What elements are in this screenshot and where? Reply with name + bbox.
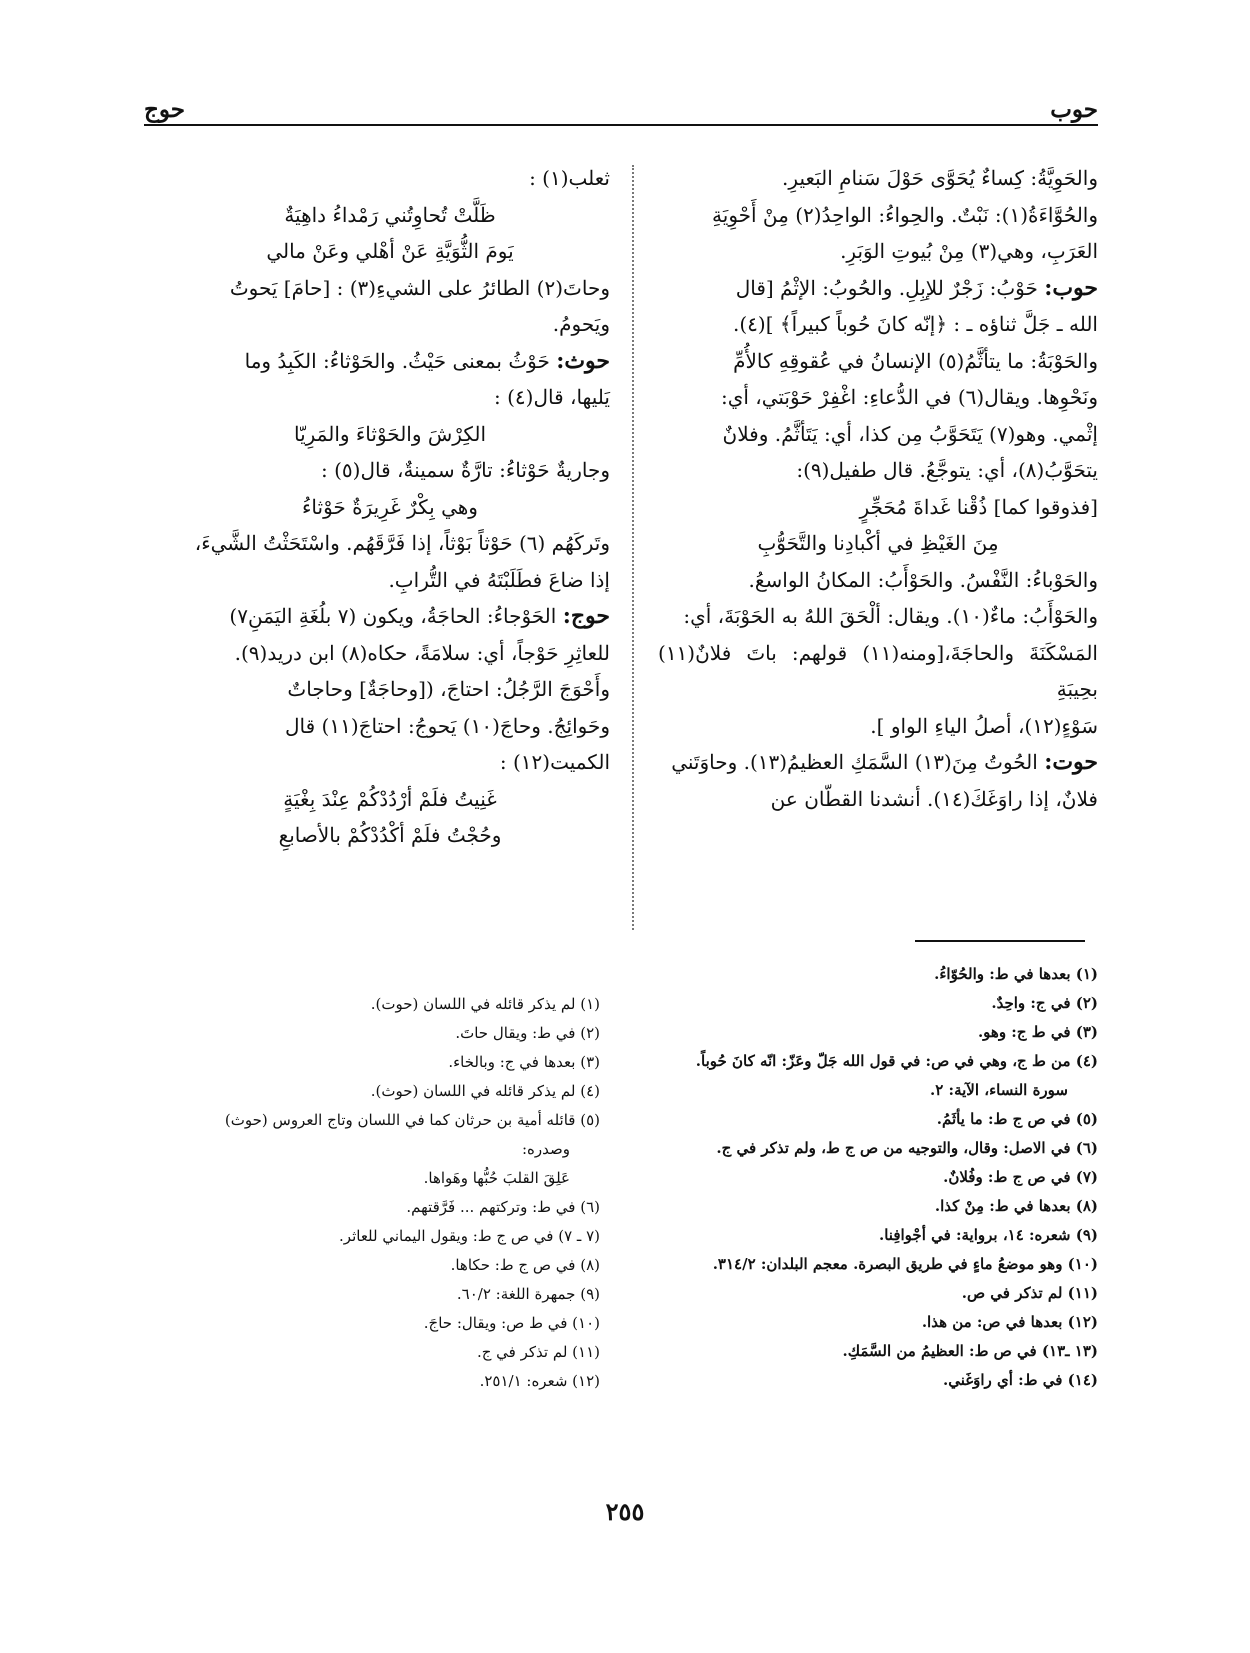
text-line: ونَحْوِها. ويقال(٦) في الدُّعاءِ: اغْفِرْ حَوْبَتي، أي: — [720, 385, 1098, 409]
footnote: (٩) شعره: ١٤، برواية: في أجْوافِنا. — [879, 1226, 1098, 1244]
text-line: والحُوَّاءَةُ(١): نَبْتٌ. والحِواءُ: الواحِدُ(٢) مِنْ أَحْوِيَةِ — [712, 202, 1098, 227]
footnote: (٣) بعدها في ج: وبالخاء. — [448, 1053, 600, 1071]
page-header — [144, 96, 1098, 130]
text-line: والحَوْبَةُ: ما يتأثَّمُ(٥) الإنسانُ في عُقوقِهِ كالأُمِّ — [733, 348, 1098, 373]
footnote: (١١) لم تذكر في ج. — [476, 1343, 600, 1361]
text-line: حَوْبُ: زَجْرٌ للإبِلِ. والحُوبُ: الإثْمُ [قال — [735, 275, 1038, 300]
text-line: حَوْثُ بمعنى حَيْثُ. والحَوْثاءُ: الكَبِدُ وما — [244, 348, 550, 373]
footnote: سورة النساء، الآية: ٢. — [930, 1081, 1068, 1099]
verse-line: يَومَ الثُّوَيَّةِ عَنْ أهْلي وعَنْ مالي — [266, 239, 514, 263]
entry-hawth — [170, 343, 610, 380]
running-head-left: حوج — [144, 96, 185, 123]
text-line: وجاريةٌ حَوْثاءُ: تارَّةٌ سمينةٌ، قال(٥) : — [321, 458, 610, 482]
text-line: ثعلب(١) : — [529, 166, 610, 190]
footnote: (٣) في ط ج: وهو. — [977, 1023, 1098, 1041]
footnote: (٤) لم يذكر قائله في اللسان (حوث). — [370, 1082, 600, 1100]
text-line: والحَوْأَبُ: ماءٌ(١٠). ويقال: ألْحَقَ اللهُ به الحَوْبَةَ، أي: — [683, 604, 1098, 628]
text-line: إذا ضاعَ فطَلَبْتَهُ في التُّرابِ. — [388, 567, 610, 592]
text-line: وحَوائِجُ. وحاجَ(١٠) يَحوجُ: احتاجَ(١١) قال — [284, 713, 610, 738]
right-column — [658, 160, 1098, 817]
text-line: يَليها، قال(٤) : — [494, 385, 610, 409]
entry-hawb — [658, 270, 1098, 307]
footnote: (١٠) وهو موضعُ ماءٍ في طريق البصرة. معجم البلدان: ٣١٤/٢. — [712, 1255, 1098, 1273]
text-line: إثْمي. وهو(٧) يَتَحَوَّبُ مِن كذا، أي: يَتَأثَّمُ. وفلانٌ — [722, 421, 1098, 446]
entry-hawt — [658, 744, 1098, 781]
footnote: (٢) في ج: واحِدٌ. — [991, 994, 1098, 1012]
entry-hawj — [170, 598, 610, 635]
footnote: وصدره: — [521, 1140, 570, 1158]
column-divider — [632, 165, 634, 930]
footnotes-left — [160, 990, 600, 1396]
text-line: المَسْكَنَةَ والحاجَةَ،[ومنه(١١) قولهم: باتَ فلانٌ(١١) بحِيبَةِ — [658, 640, 1098, 701]
left-column — [170, 160, 610, 854]
headword: حوت: — [1044, 749, 1098, 775]
footnote: (١٢) شعره: ٢٥١/١. — [479, 1372, 600, 1390]
footnote: (١٤) في ط: أي راوَغَني. — [943, 1371, 1098, 1389]
headword: حوب: — [1044, 274, 1098, 301]
footnote: (٦) في ط: وتركتهم ... فَرَّقتهم. — [406, 1198, 600, 1216]
running-head-right: حوب — [1050, 96, 1098, 123]
footnote: (٤) من ط ج، وهي في ص: في قول الله جَلّ وعَزّ: انّه كانَ حُوباً. — [695, 1052, 1098, 1070]
text-line: والحَوْباءُ: النَّفْسُ. والحَوْأَبُ: المكانُ الواسعُ. — [748, 567, 1098, 592]
page-number: ٢٥٥ — [605, 1497, 645, 1526]
footnote: (٧) في ص ج ط: وفُلانٌ. — [943, 1168, 1098, 1186]
footnote: (١٣ ـ١٣) في ص ط: العظيمُ من السَّمَكِ. — [842, 1342, 1098, 1360]
text-line: الكميت(١٢) : — [499, 750, 610, 774]
footnote: (١١) لم تذكر في ص. — [961, 1284, 1098, 1302]
footnote: (٩) جمهرة اللغة: ٦٠/٢. — [456, 1285, 600, 1303]
text-line: للعاثِرِ حَوْجاً، أي: سلامَةً، حكاه(٨) ابن دريد(٩). — [234, 640, 610, 665]
footnote: (٥) قائله أمية بن حرثان كما في اللسان وتاج العروس (حوث) — [224, 1111, 600, 1129]
text-line: العَرَبِ، وهي(٣) مِنْ بُيوتِ الوَبَرِ. — [840, 239, 1098, 263]
footnote: (١٢) بعدها في ص: من هذا. — [921, 1313, 1098, 1331]
text-line: ويَحومُ. — [552, 312, 610, 336]
footnote: عَلِقَ القلبَ حُبُّها وهَواها. — [423, 1169, 570, 1187]
headword: حوج: — [562, 603, 610, 629]
text-line: الله ـ جَلَّ ثناؤه ـ : ﴿إنّه كانَ حُوباً كبيراً﴾ ](٤). — [732, 312, 1098, 336]
footnote: (١) لم يذكر قائله في اللسان (حوت). — [370, 995, 600, 1013]
text-line: سَوْءٍ(١٢)، أصلُ الياءِ الواو ]. — [870, 713, 1098, 738]
footnote: (٧ ـ ٧) في ص ج ط: ويقول اليماني للعاثر. — [339, 1227, 600, 1245]
header-rule — [144, 124, 1098, 126]
text-line: وأَحْوَجَ الرَّجُلُ: احتاجَ، ([وحاجَةٌ] وحاجاتٌ — [287, 677, 610, 701]
footnote: (١) بعدها في ط: والحُوّاءُ. — [934, 965, 1098, 983]
text-line: وتَركَهُم (٦) حَوْثاً بَوْثاً، إذا فَرَّقَهُم. واسْتَحَثْتُ الشَّيءَ، — [194, 531, 610, 555]
footnote: (٨) بعدها في ط: مِنْ كذا. — [934, 1197, 1098, 1215]
text-line: الحَوْجاءُ: الحاجَةُ، ويكون (٧ بلُغَةِ اليَمَنِ٧) — [229, 604, 557, 628]
verse-line: وهي بِكْرٌ غَرِيرَةٌ حَوْثاءُ — [302, 494, 478, 519]
footnote: (٢) في ط: ويقال حاتَ. — [455, 1024, 600, 1042]
text-line: فلانٌ، إذا راوَغَكَ(١٤). أنشدنا القطّان عن — [770, 786, 1098, 811]
footnote: (١٠) في ط ص: ويقال: حاجَ. — [423, 1314, 600, 1332]
footnotes-right — [628, 960, 1098, 1395]
text-line: الحُوتُ مِنَ(١٣) السَّمَكِ العظيمُ(١٣). وحاوَتَني — [671, 750, 1038, 774]
verse-line: الكِرْشَ والحَوْثاءَ والمَرِيّا — [293, 421, 487, 446]
verse-line: [فذوقوا كما] ذُقْنا غَداةَ مُحَجِّرٍ — [859, 494, 1098, 519]
verse-line: وحُجْتُ فلَمْ أكْدُدْكُمْ بالأصابعِ — [278, 823, 502, 847]
footnote: (٥) في ص ج ط: ما يأثَمُ. — [936, 1110, 1098, 1128]
footnote: (٦) في الاصل: وقال، والتوجيه من ص ج ط، ولم تذكر في ج. — [716, 1139, 1098, 1157]
verse-line: غَنِيتُ فلَمْ أرْدُدْكُمْ عِنْدَ بِغْيَةٍ — [283, 786, 497, 811]
headword: حوث: — [556, 347, 610, 374]
verse-line: ظَلَّتْ تُحاوِتُني رَمْداءُ داهِيَةٌ — [284, 202, 496, 227]
text-line: يتحَوَّبُ(٨)، أي: يتوجَّعُ. قال طفيل(٩): — [796, 458, 1098, 482]
text-line: وحاتَ(٢) الطائرُ على الشيءِ(٣) : [حامَ] يَحوتُ — [229, 275, 610, 300]
footnote: (٨) في ص ج ط: حكاها. — [450, 1256, 600, 1274]
verse-line: مِنَ الغَيْظِ في أكْبادِنا والتَّحَوُّبِ — [757, 531, 999, 555]
text-line: والحَوِيَّةُ: كِساءٌ يُحَوَّى حَوْلَ سَنامِ البَعيرِ. — [782, 166, 1098, 190]
footnote-rule — [915, 940, 1085, 942]
